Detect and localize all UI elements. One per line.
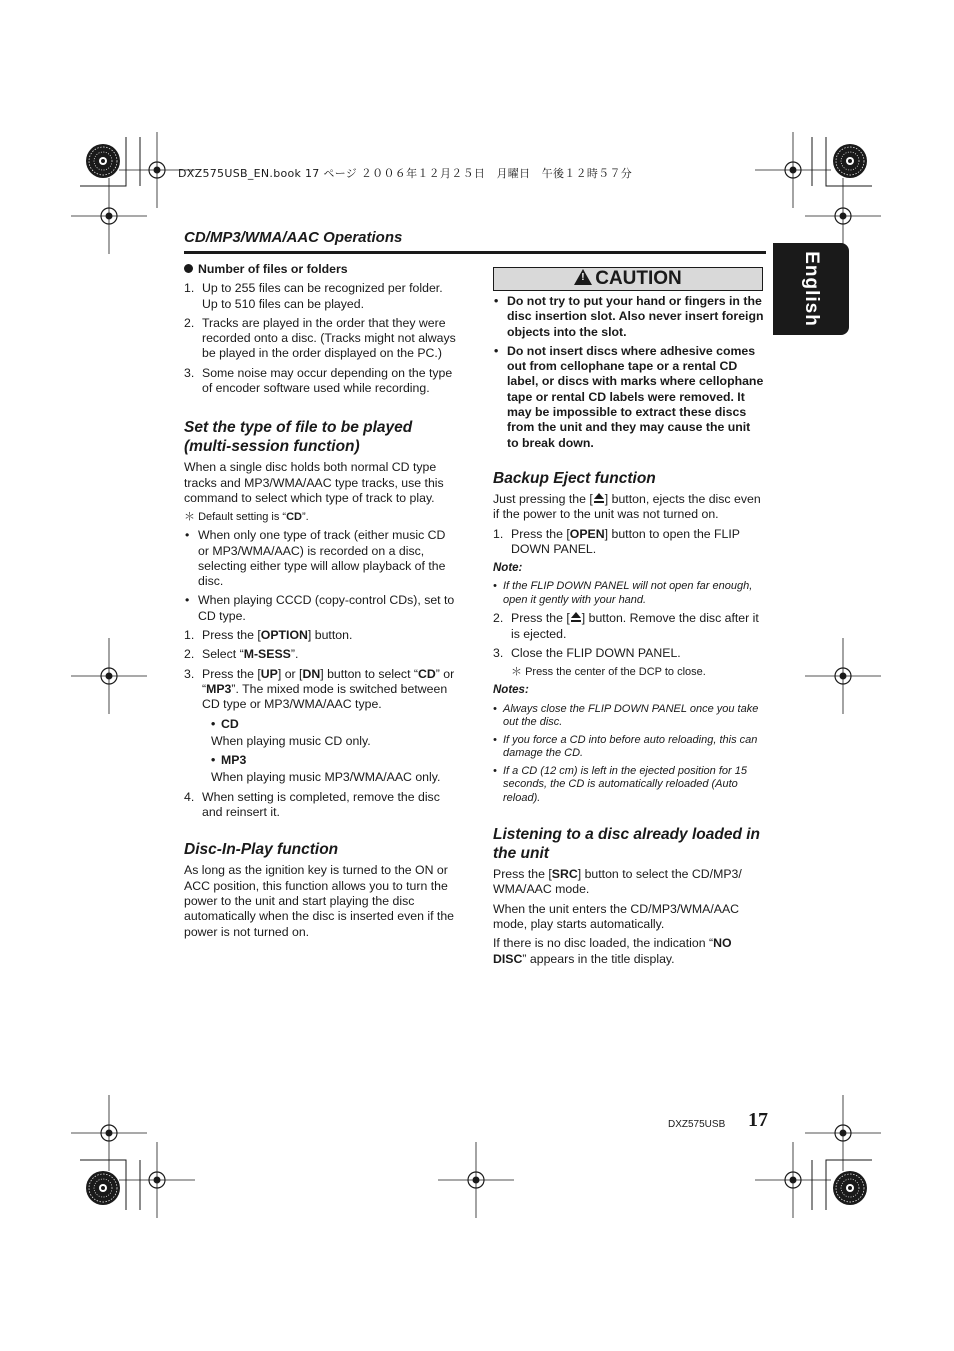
notes-label: Notes: bbox=[493, 684, 529, 697]
eject-icon bbox=[570, 612, 582, 623]
dcp-note: ＊ Press the center of the DCP to close. bbox=[511, 666, 706, 679]
eject-steps bbox=[493, 527, 765, 558]
note-item: • Always close the FLIP DOWN PANEL once you take out the disc. bbox=[493, 702, 759, 729]
listening-title: Listening to a disc already loaded in the unit bbox=[493, 826, 761, 863]
multi-session-intro: When a single disc holds both normal CD type tracks and MP3/WMA/AAC type tracks, use this command to select which type of track to play. bbox=[184, 460, 444, 505]
list-item: • When playing CCCD (copy-control CDs), set to CD type. bbox=[185, 593, 455, 623]
backup-eject-title: Backup Eject function bbox=[493, 469, 656, 487]
eject-steps-cont bbox=[493, 611, 765, 661]
note-label: Note: bbox=[493, 562, 523, 575]
left-column bbox=[184, 262, 456, 944]
list-item: 4. When setting is completed, remove the disc and reinsert it. bbox=[184, 789, 440, 820]
multi-session-steps bbox=[184, 628, 456, 712]
list-item: 2. Press the [ ] button. Remove the disc after it is ejected. bbox=[493, 611, 759, 641]
option-cd-desc: When playing music CD only. bbox=[211, 733, 371, 748]
list-item: 3. Press the [UP] or [DN] button to select “CD” or “MP3”. The mixed mode is switched between CD type or MP3/WMA/AAC type. bbox=[184, 666, 455, 712]
right-column bbox=[493, 294, 765, 971]
listening-para-1: Press the [SRC] button to select the CD/MP3/ WMA/AAC mode. bbox=[493, 867, 742, 897]
note-item: • If the FLIP DOWN PANEL will not open far enough, open it gently with your hand. bbox=[493, 580, 753, 606]
note-item: • If a CD (12 cm) is left in the ejected position for 15 seconds, the CD is automatically reloaded (Auto reload). bbox=[493, 764, 747, 804]
language-tab bbox=[773, 243, 849, 335]
language-tab-label: English bbox=[801, 251, 822, 327]
eject-icon bbox=[593, 493, 605, 504]
list-item: • Do not try to put your hand or fingers in the disc insertion slot. Also never insert foreign objects into the slot. bbox=[494, 294, 764, 339]
caution-list bbox=[493, 294, 765, 451]
listening-para-3: If there is no disc loaded, the indication “NO DISC” appears in the title display. bbox=[493, 936, 732, 966]
option-cd-label: • CD bbox=[211, 716, 239, 731]
section-rule bbox=[184, 251, 766, 254]
list-item: 3. Some noise may occur depending on the type of encoder software used while recording. bbox=[184, 365, 453, 396]
list-item: 3. Close the FLIP DOWN PANEL. bbox=[493, 646, 681, 661]
caution-banner: ! CAUTION bbox=[493, 267, 763, 291]
section-title: CD/MP3/WMA/AAC Operations bbox=[184, 229, 403, 246]
list-item: • When only one type of track (either music CD or MP3/WMA/AAC) is recorded on a disc, selecting either type will allow playback of the disc. bbox=[185, 528, 446, 589]
backup-eject-intro: Just pressing the [ ] button, ejects the disc even if the power to the unit was not turned on. bbox=[493, 491, 761, 522]
multi-session-title: Set the type of file to be played (multi-session function) bbox=[184, 419, 413, 456]
bullet-dot-icon bbox=[184, 264, 193, 273]
warning-icon: ! bbox=[574, 269, 592, 285]
multi-session-steps-cont bbox=[184, 790, 456, 821]
mode-options bbox=[184, 717, 456, 786]
list-item: • Do not insert discs where adhesive comes out from cellophane tape or a rental CD label, or discs with marks where cellophane tape or rental CD labels were removed. It may be impossible to extract these discs from the unit and they may cause the unit to break down. bbox=[494, 343, 764, 450]
option-mp3-label: • MP3 bbox=[211, 753, 247, 768]
book-header-info: DXZ575USB_EN.book 17 ページ ２００６年１２月２５日 月曜日 午後１２時５７分 bbox=[178, 167, 633, 180]
list-item: 1. Up to 255 files can be recognized per folder. Up to 510 files can be played. bbox=[184, 281, 443, 311]
multi-session-bullets bbox=[184, 528, 456, 624]
note-item: • If you force a CD into before auto reloading, this can damage the CD. bbox=[493, 733, 758, 760]
listening-para-2: When the unit enters the CD/MP3/WMA/AAC mode, play starts automatically. bbox=[493, 901, 740, 932]
footer-model: DXZ575USB bbox=[668, 1119, 726, 1130]
list-item: 2. Select “M-SESS”. bbox=[184, 647, 299, 662]
list-item: 1. Press the [OPTION] button. bbox=[184, 628, 353, 643]
option-mp3-desc: When playing music MP3/WMA/AAC only. bbox=[211, 770, 441, 785]
list-item: 1. Press the [OPEN] button to open the FLIP DOWN PANEL. bbox=[493, 526, 740, 556]
disc-in-play-title: Disc-In-Play function bbox=[184, 841, 339, 859]
list-item: 2. Tracks are played in the order that they were recorded onto a disc. (Tracks might not always be played in the order displayed on the PC.) bbox=[184, 315, 456, 361]
files-heading: Number of files or folders bbox=[184, 262, 456, 277]
files-list bbox=[184, 281, 456, 396]
disc-in-play-text: As long as the ignition key is turned to the ON or ACC position, this function allows you to turn the power to the unit and start playing the disc automatically when the disc is inserted even if the power is not turned on. bbox=[184, 863, 454, 939]
page-number: 17 bbox=[748, 1109, 768, 1131]
default-setting-note: ＊ Default setting is “CD”. bbox=[184, 511, 309, 524]
